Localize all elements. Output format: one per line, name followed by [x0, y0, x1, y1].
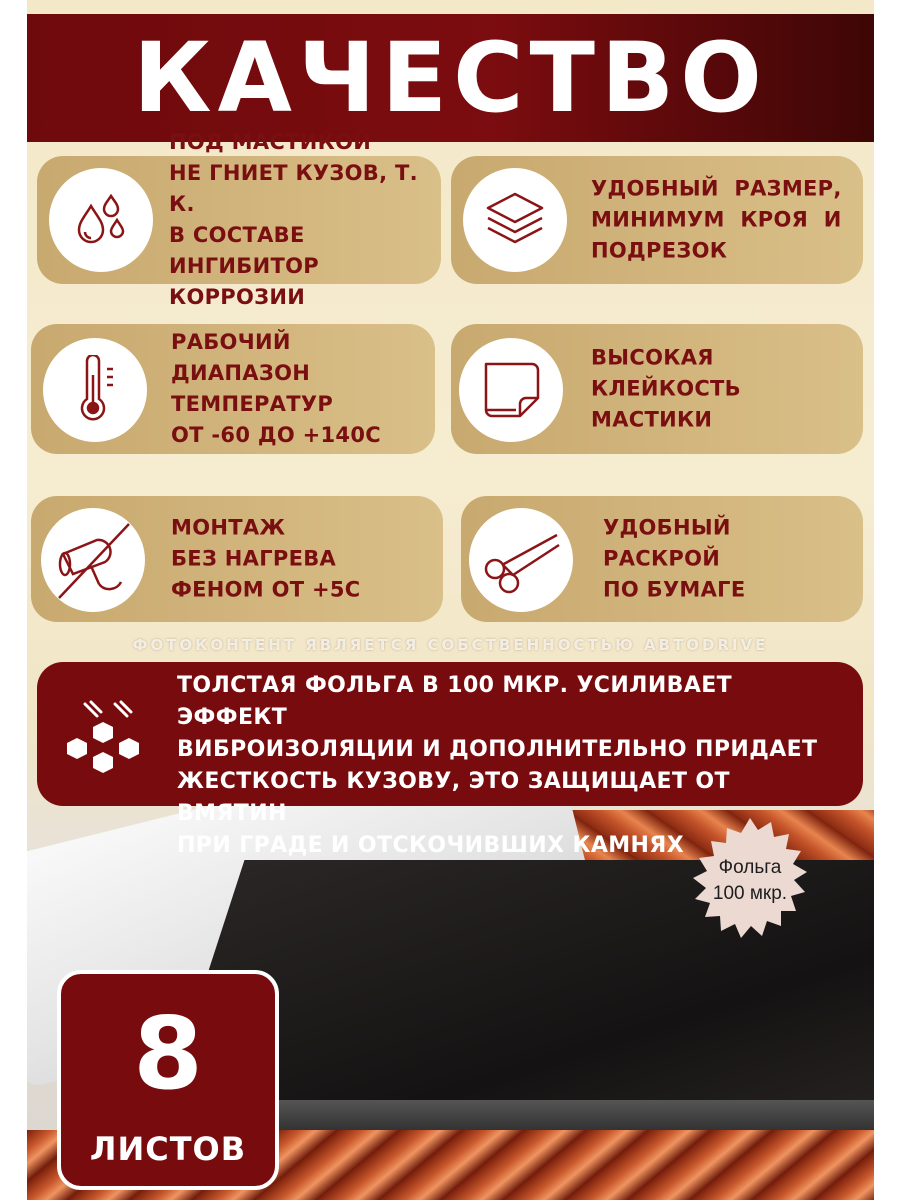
feature-card-corrosion — [37, 130, 441, 309]
foil-thickness-badge: Фольга 100 мкр. — [685, 816, 815, 946]
feature-text: УДОБНЫЙ РАСКРОЙ ПО БУМАГЕ — [603, 515, 746, 602]
sheet-count-unit: ЛИСТОВ — [89, 1130, 247, 1168]
sheet-count-box — [57, 970, 279, 1190]
info-text: ТОЛСТАЯ ФОЛЬГА В 100 МКР. УСИЛИВАЕТ ЭФФЕКТ ВИБРОИЗОЛЯЦИИ И ДОПОЛНИТЕЛЬНО ПРИДАЕТ ЖЕСТКОСТЬ КУЗОВУ, ЭТО ЗАЩИЩАЕТ ОТ ВМЯТИН ПРИ ГРАДЕ И ОТСКОЧИВШИХ КАМНЯХ — [177, 673, 818, 858]
scissors-icon — [469, 508, 573, 612]
page-title: КАЧЕСТВО — [133, 22, 768, 134]
feature-text: ВЫСОКАЯ КЛЕЙКОСТЬ МАСТИКИ — [591, 345, 741, 432]
feature-card-temperature — [31, 324, 435, 454]
water-drops-icon — [49, 168, 153, 272]
thermometer-icon — [43, 338, 147, 442]
feature-card-installation — [31, 496, 443, 622]
info-banner — [37, 662, 863, 858]
feature-text: МОНТАЖ БЕЗ НАГРЕВА ФЕНОМ ОТ +5С — [171, 515, 361, 602]
hail-impact-icon — [63, 696, 153, 776]
feature-text: ПОД МАСТИКОЙ НЕ ГНИЕТ КУЗОВ, Т. К. В СОСТАВЕ ИНГИБИТОР КОРРОЗИИ — [169, 130, 418, 309]
product-infographic — [27, 0, 874, 1200]
sheet-count-number: 8 — [133, 995, 203, 1112]
header-banner — [27, 14, 874, 142]
feature-card-size — [451, 156, 863, 284]
watermark: ФОТОКОНТЕНТ ЯВЛЯЕТСЯ СОБСТВЕННОСТЬЮ АВТОDRIVE — [132, 636, 769, 654]
feature-text: РАБОЧИЙ ДИАПАЗОН ТЕМПЕРАТУР ОТ -60 ДО +140С — [171, 330, 381, 447]
layers-icon — [463, 168, 567, 272]
feature-card-cutting — [461, 496, 863, 622]
feature-card-adhesion — [451, 324, 863, 454]
feature-text: УДОБНЫЙ РАЗМЕР, МИНИМУМ КРОЯ И ПОДРЕЗОК — [591, 176, 842, 263]
no-hair-dryer-icon — [41, 508, 145, 612]
sticky-note-icon — [459, 338, 563, 442]
